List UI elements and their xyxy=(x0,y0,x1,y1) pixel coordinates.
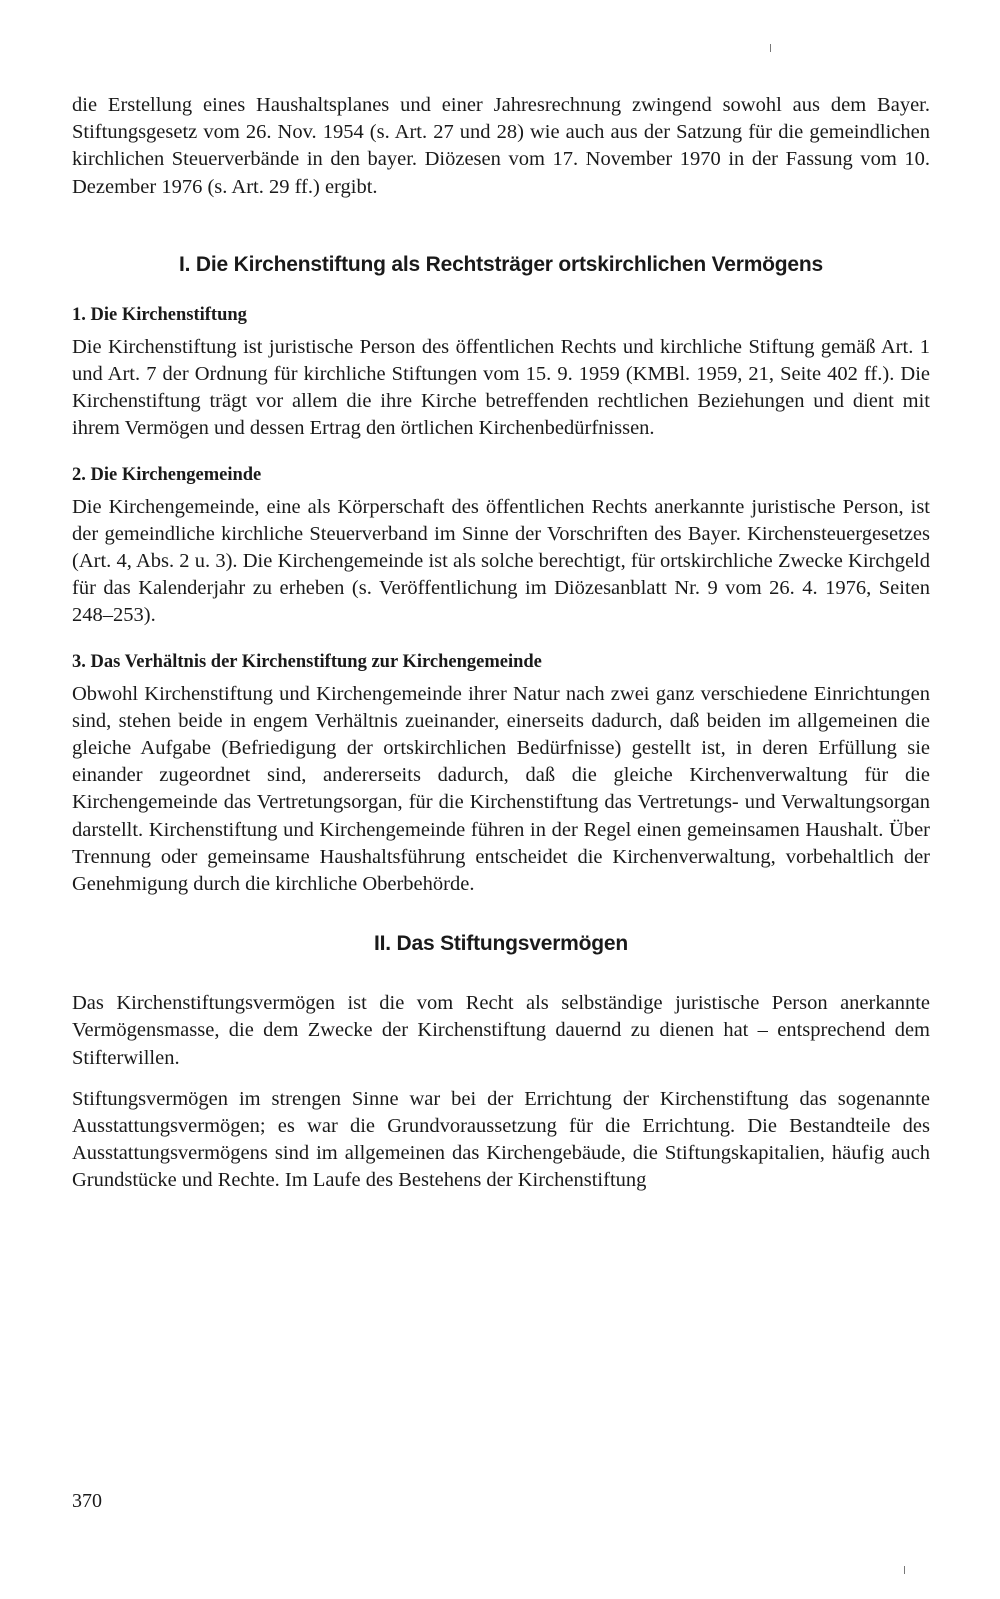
stiftungsvermoegen-paragraph-2: Stiftungsvermögen im strengen Sinne war bei der Errichtung der Kirchenstiftung das sogenannte Ausstattungsvermögen; es war die Grundvoraussetzung für die Errichtung. Die Bestandteile des Ausstattungsvermögens sind im allgemeinen das Kirchengebäude, die Stiftungskapitalien, häufig auch Grundstücke und Rechte. Im Laufe des Bestehens der Kirchenstiftung xyxy=(72,1087,930,1192)
subsection-kirchenstiftung xyxy=(72,305,930,443)
subsection-paragraph: Die Kirchenstiftung ist juristische Person des öffentlichen Rechts und kirchliche Stiftung gemäß Art. 1 und Art. 7 der Ordnung für kirchliche Stiftungen vom 15. 9. 1959 (KMBl. 1959, 21, Seite 402 ff.). Die Kirchenstiftung trägt vor allem die ihre Kirche betreffenden rechtlichen Beziehungen und dient mit ihrem Vermögen und dessen Ertrag den örtlichen Kirchenbedürfnissen. xyxy=(72,335,930,440)
subsection-kirchengemeinde xyxy=(72,465,930,630)
subsection-verhaeltnis xyxy=(72,652,930,899)
section-heading-2: II. Das Stiftungsvermögen xyxy=(373,932,629,956)
subsection-heading: 3. Das Verhältnis der Kirchenstiftung zur Kirchengemeinde xyxy=(72,651,542,672)
section-heading-1: I. Die Kirchenstiftung als Rechtsträger ortskirchlichen Vermögens xyxy=(178,252,824,276)
subsection-paragraph: Die Kirchengemeinde, eine als Körperschaft des öffentlichen Rechts anerkannte juristische Person, ist der gemeindliche kirchliche Steuerverband im Sinne der Vorschriften des Bayer. Kirchensteuergesetzes (Art. 4, Abs. 2 u. 3). Die Kirchengemeinde ist als solche berechtigt, für ortskirchliche Zwecke Kirchgeld für das Kalenderjahr zu erheben (s. Veröffentlichung im Diözesanblatt Nr. 9 vom 26. 4. 1976, Seiten 248–253). xyxy=(72,495,930,627)
subsection-heading: 1. Die Kirchenstiftung xyxy=(72,304,247,325)
intro-paragraph: die Erstellung eines Haushaltsplanes und einer Jahresrechnung zwingend sowohl aus dem Bayer. Stiftungsgesetz vom 26. Nov. 1954 (s. Art. 27 und 28) wie auch aus der Satzung für die gemeindlichen kirchlichen Steuerverbände in den bayer. Diözesen vom 17. November 1970 in der Fassung vom 10. Dezember 1976 (s. Art. 29 ff.) ergibt. xyxy=(72,94,930,198)
page-number: 370 xyxy=(72,1490,102,1512)
scan-mark-bottom xyxy=(904,1566,905,1574)
subsection-heading: 2. Die Kirchengemeinde xyxy=(72,464,262,485)
subsection-paragraph: Obwohl Kirchenstiftung und Kirchengemeinde ihrer Natur nach zwei ganz verschiedene Einrichtungen sind, stehen beide in engem Verhältnis zueinander, einerseits dadurch, daß beiden im allgemeinen die gleiche Aufgabe (Befriedigung der ortskirchlichen Bedürfnisse) gestellt ist, in deren Erfüllung sie einander zugeordnet sind, andererseits dadurch, daß die gleiche Kirchenverwaltung für die Kirchengemeinde das Vertretungsorgan, für die Kirchenstiftung das Vertretungs- und Verwaltungsorgan darstellt. Kirchenstiftung und Kirchengemeinde führen in der Regel einen gemeinsamen Haushalt. Über Trennung oder gemeinsame Haushaltsführung entscheidet die Kirchenverwaltung, vorbehaltlich der Genehmigung durch die kirchliche Oberbehörde. xyxy=(72,682,930,896)
paragraph-spacer xyxy=(72,1072,930,1086)
document-page xyxy=(72,92,930,1195)
stiftungsvermoegen-paragraph-1: Das Kirchenstiftungsvermögen ist die vom Recht als selbständige juristische Person anerkannte Vermögensmasse, die dem Zwecke der Kirchenstiftung dauernd zu dienen hat – entsprechend dem Stifterwillen. xyxy=(72,992,930,1069)
scan-mark-top xyxy=(770,44,771,52)
